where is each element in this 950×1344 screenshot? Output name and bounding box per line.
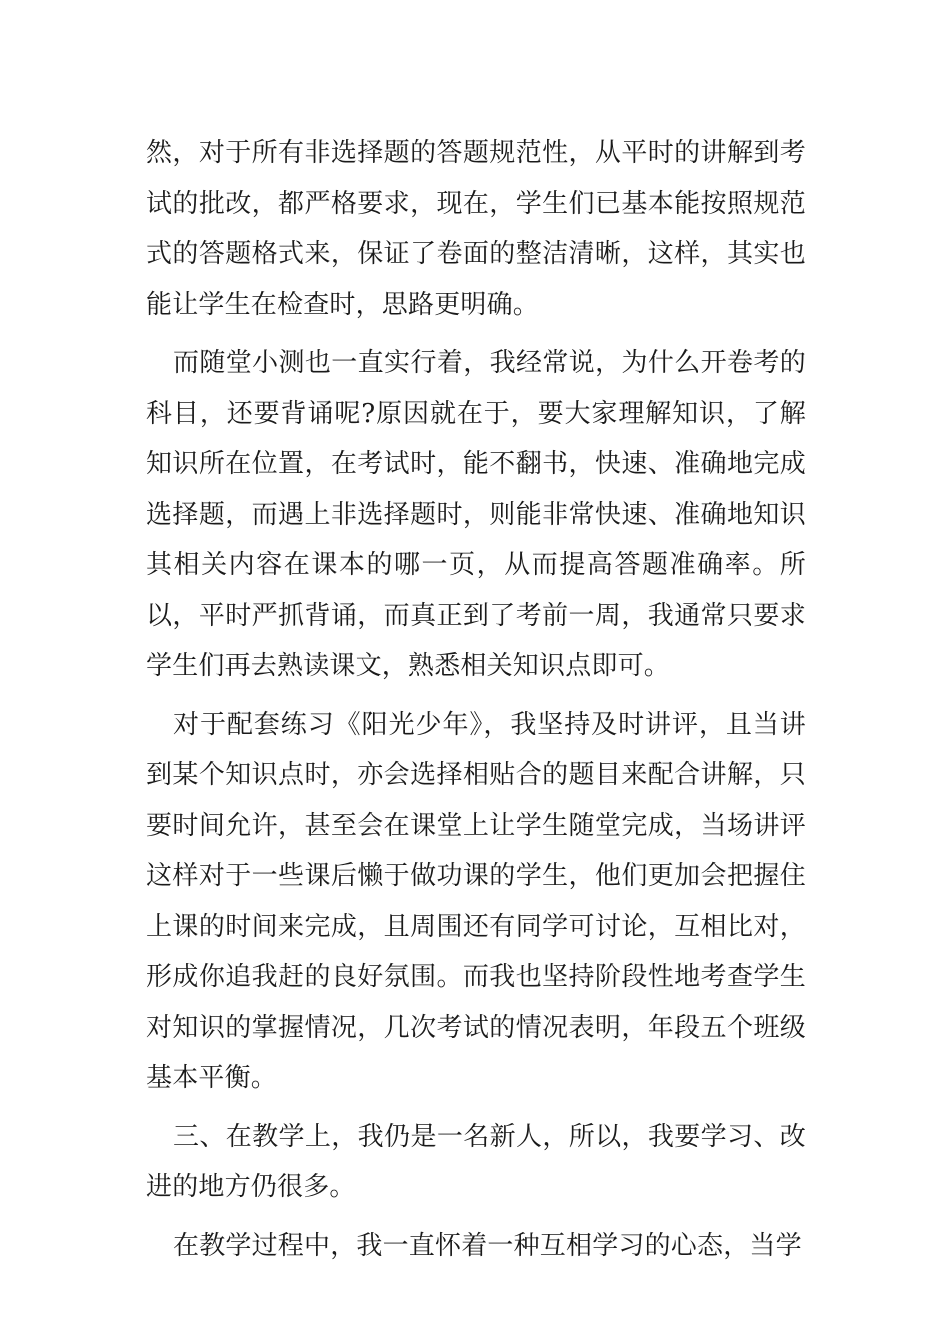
- document-body: [146, 128, 806, 1279]
- paragraph-continuation: 然，对于所有非选择题的答题规范性，从平时的讲解到考试的批改，都严格要求，现在，学生们已基本能按照规范式的答题格式来，保证了卷面的整洁清晰，这样，其实也能让学生在检查时，思路更明确。: [146, 138, 806, 320]
- paragraph-section-three-heading: 三、在教学上，我仍是一名新人，所以，我要学习、改进的地方仍很多。: [146, 1121, 806, 1202]
- paragraph-practice-workbook: 对于配套练习《阳光少年》，我坚持及时讲评，且当讲到某个知识点时，亦会选择相贴合的题目来配合讲解，只要时间允许，甚至会在课堂上让学生随堂完成，当场讲评这样对于一些课后懒于做功课的学生，他们更加会把握住上课的时间来完成，且周围还有同学可讨论，互相比对，形成你追我赶的良好氛围。而我也坚持阶段性地考查学生对知识的掌握情况，几次考试的情况表明，年段五个班级基本平衡。: [146, 709, 806, 1093]
- paragraph-mutual-learning: 在教学过程中，我一直怀着一种互相学习的心态，当学: [173, 1230, 802, 1261]
- paragraph-quiz-recitation: 而随堂小测也一直实行着，我经常说，为什么开卷考的科目，还要背诵呢?原因就在于，要大家理解知识，了解知识所在位置，在考试时，能不翻书，快速、准确地完成选择题，而遇上非选择题时，则能非常快速、准确地知识其相关内容在课本的哪一页，从而提高答题准确率。所以，平时严抓背诵，而真正到了考前一周，我通常只要求学生们再去熟读课文，熟悉相关知识点即可。: [146, 348, 806, 681]
